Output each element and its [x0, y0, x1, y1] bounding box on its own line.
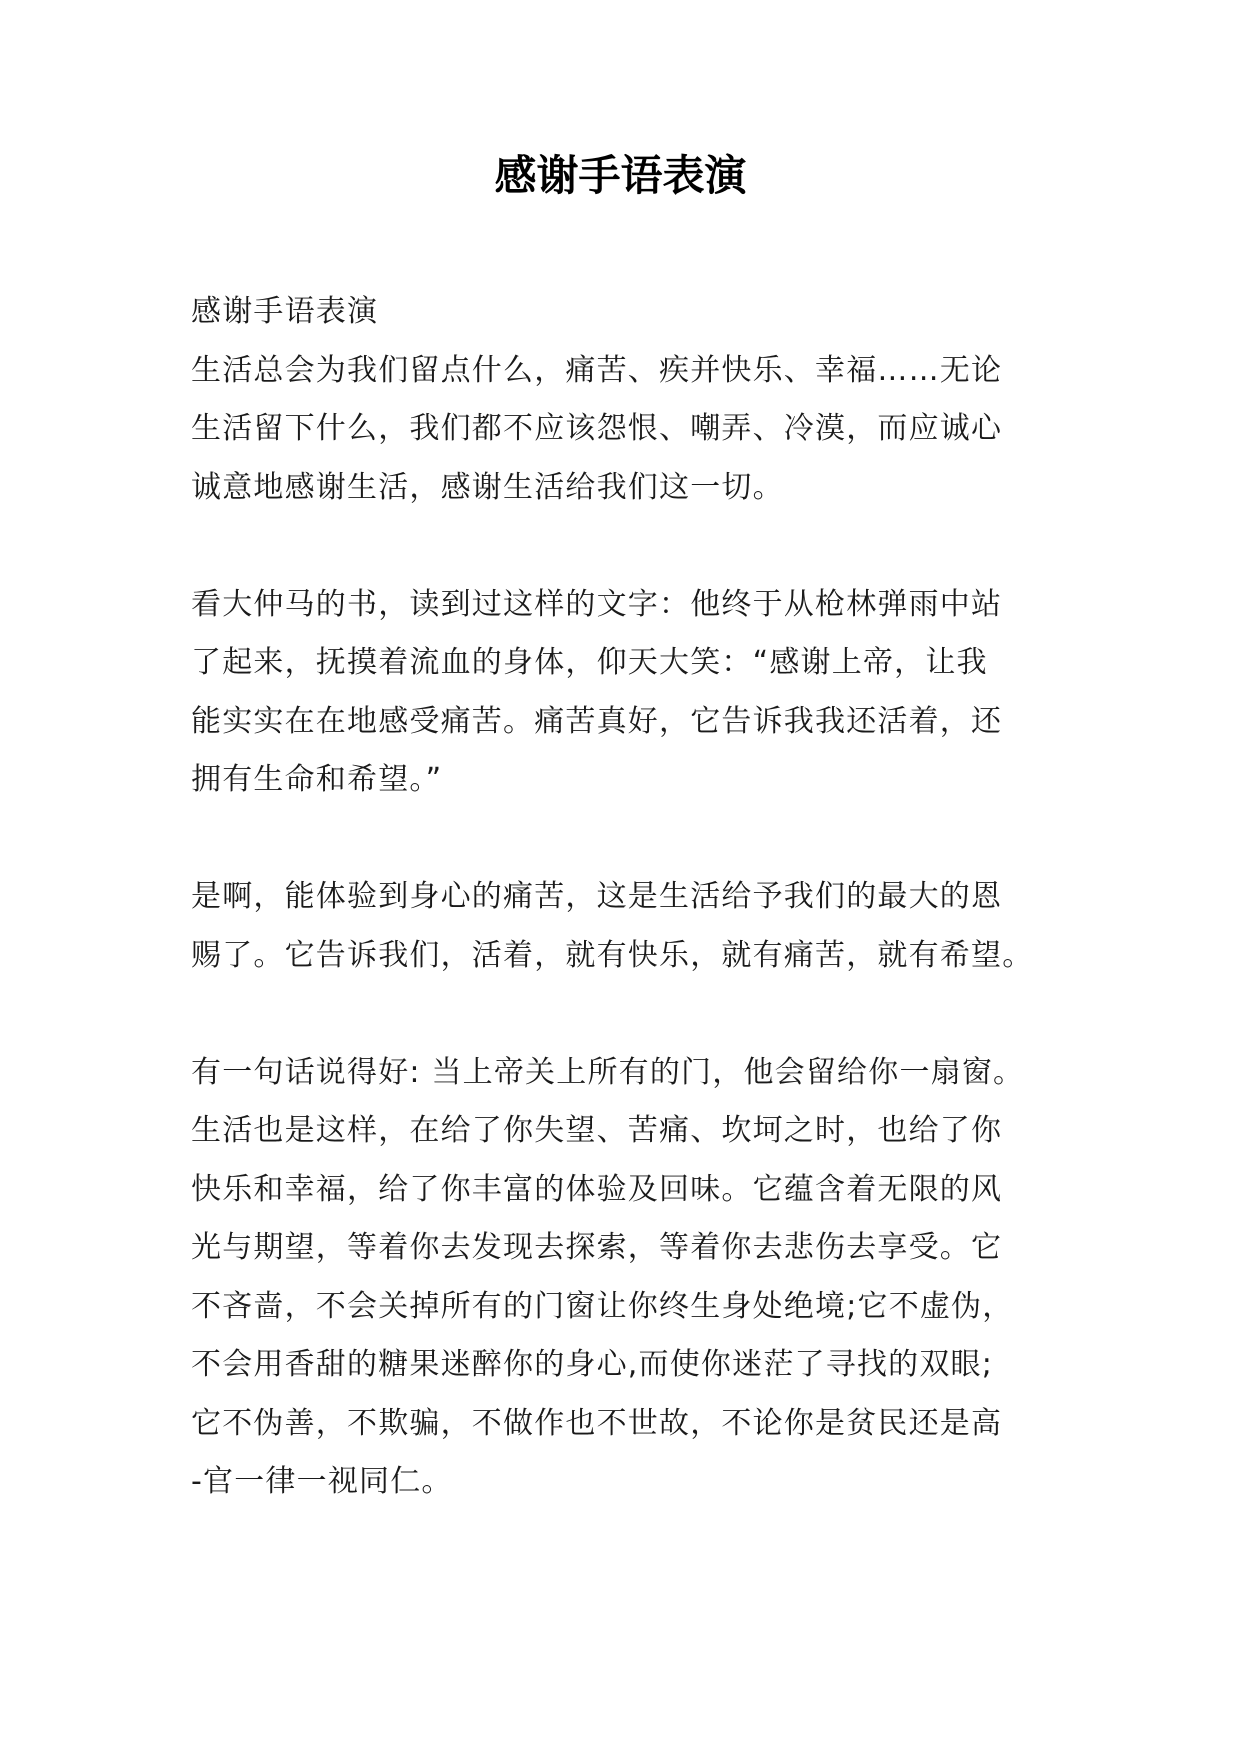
paragraph-4-line-5: 不吝啬，不会关掉所有的门窗让你终生身处绝境;它不虚伪， [191, 1288, 1014, 1324]
paragraph-gap [191, 985, 1061, 1044]
paragraph-4-line-7: 它不伪善，不欺骗，不做作也不世故，不论你是贫民还是高 [191, 1405, 1003, 1441]
paragraph-4-line-3: 快乐和幸福，给了你丰富的体验及回味。它蕴含着无限的风 [191, 1171, 1003, 1207]
paragraph-gap [191, 810, 1061, 869]
paragraph-4-line-6: 不会用香甜的糖果迷醉你的身心,而使你迷茫了寻找的双眼; [191, 1347, 994, 1382]
paragraph-1-line-2: 生活留下什么，我们都不应该怨恨、嘲弄、冷漠，而应诚心 [191, 411, 1003, 446]
paragraph-3-line-1: 是啊，能体验到身心的痛苦，这是生活给予我们的最大的恩 [191, 879, 1003, 914]
subtitle-line: 感谢手语表演 [191, 294, 379, 329]
paragraph-2-line-4: 拥有生命和希望。” [191, 762, 443, 797]
paragraph-3-line-2: 赐了。它告诉我们，活着，就有快乐，就有痛苦，就有希望。 [191, 937, 1034, 973]
paragraph-2-line-1: 看大仲马的书，读到过这样的文字：他终于从枪林弹雨中站 [191, 586, 1003, 622]
document-body [191, 283, 1061, 1512]
paragraph-1-line-1: 生活总会为我们留点什么，痛苦、疾并快乐、幸福……无论 [191, 352, 1003, 388]
paragraph-4-line-1: 有一句话说得好: 当上帝关上所有的门，他会留给你一扇窗。 [191, 1054, 1025, 1090]
paragraph-2-line-3: 能实实在在地感受痛苦。痛苦真好，它告诉我我还活着，还 [191, 703, 1003, 739]
paragraph-gap [191, 517, 1061, 576]
paragraph-4-line-8: -官一律一视同仁。 [191, 1464, 453, 1499]
paragraph-1-line-3: 诚意地感谢生活，感谢生活给我们这一切。 [191, 469, 784, 505]
paragraph-4-line-4: 光与期望，等着你去发现去探索，等着你去悲伤去享受。它 [191, 1230, 1003, 1265]
page-title: 感谢手语表演 [494, 151, 747, 200]
paragraph-2-line-2: 了起来，抚摸着流血的身体，仰天大笑：“感谢上帝，让我 [191, 645, 988, 680]
paragraph-4-line-2: 生活也是这样，在给了你失望、苦痛、坎坷之时，也给了你 [191, 1113, 1003, 1148]
